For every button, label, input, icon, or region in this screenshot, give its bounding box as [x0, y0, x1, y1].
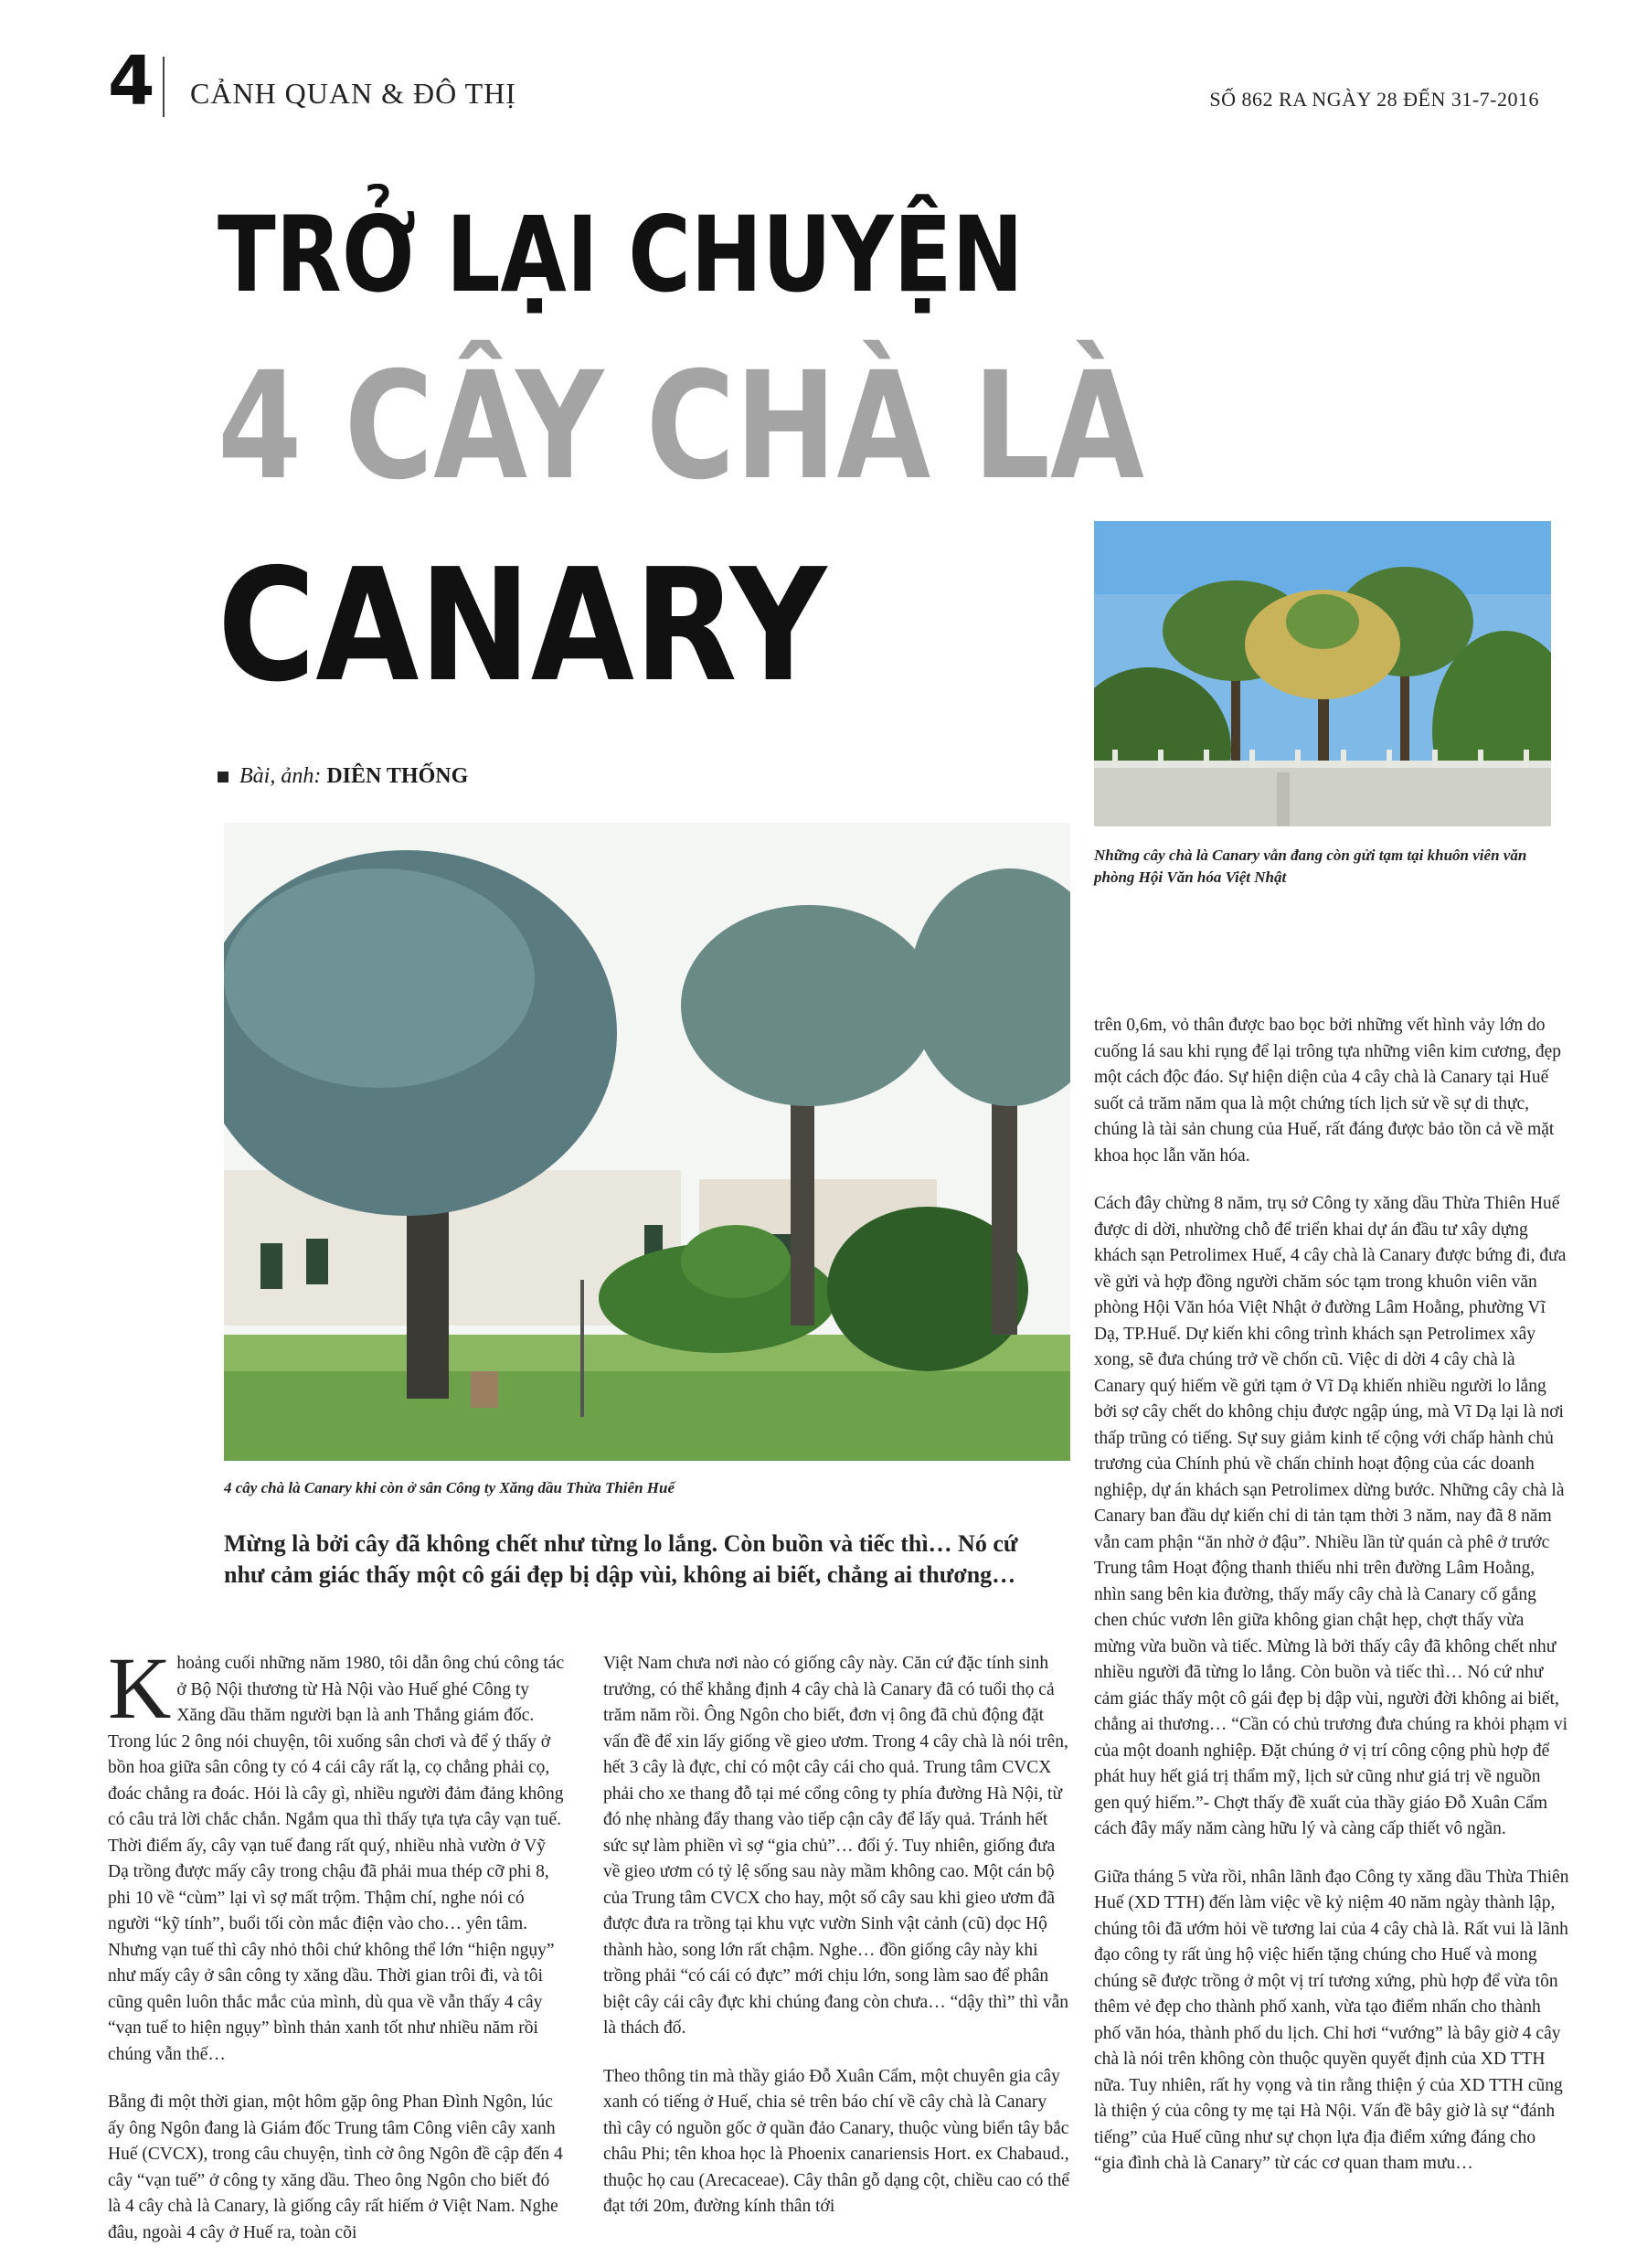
body-paragraph: Cách đây chừng 8 năm, trụ sở Công ty xăng dầu Thừa Thiên Huế được di dời, nhường chỗ để triển khai dự án đầu tư xây dựng khách sạn Petrolimex Huế, 4 cây chà là Canary được bứng đi, đưa về gửi và hợp đồng người chăm sóc tạm trong khuôn viên văn phòng Hội Văn hóa Việt Nhật ở đường Lâm Hoằng, phường Vĩ Dạ, TP.Huế. Dự kiến khi công trình khách sạn Petrolimex xây xong, sẽ đưa chúng trở về chốn cũ. Việc di dời 4 cây chà là Canary quý hiếm về gửi tạm ở Vĩ Dạ khiến nhiều người lo lắng bởi sợ cây chết do không chịu được ngập úng, mà Vĩ Dạ lại là nơi thấp trũng có tiếng. Sự suy giảm kinh tế cộng với chấp hành chủ trương của Chính phủ về chấn chỉnh hoạt động của các doanh nghiệp, dự án khách sạn Petrolimex dừng bước. Những cây chà là Canary ban đầu dự kiến chỉ di tản tạm thời 3 năm, nay đã 8 năm vẫn cam phận “ăn nhờ ở đậu”. Nhiều lần từ quán cà phê ở trước Trung tâm Hoạt động thanh thiếu nhi trên đường Lâm Hoằng, nhìn sang bên kia đường, thấy mấy cây chà là Canary cố gắng chen chúc vươn lên giữa không gian chật hẹp, chợt thấy vừa mừng vừa buồn và tiếc. Mừng là bởi thấy cây đã không chết như nhiều người đã từng lo lắng. Còn buồn và tiếc thì… Nó cứ như cảm giác thấy một cô gái đẹp bị dập vùi, người đời không ai biết, chẳng ai thương… “Cần có chủ trương đưa chúng ra khỏi phạm vi của một doanh nghiệp. Đặt chúng ở vị trí công cộng phù hợp để phát huy hết giá trị thẩm mỹ, lịch sử cũng như giá trị về nguồn gen quý hiếm.”- Chợt thấy đề xuất của thầy giáo Đỗ Xuân Cẩm cách đây mấy năm càng hữu lý và càng cấp thiết vô ngần. — [1094, 1194, 1568, 1838]
photo-palms-vi-da — [1094, 521, 1551, 826]
drop-cap: K — [108, 1639, 172, 1737]
issue-info: SỐ 862 RA NGÀY 28 ĐẾN 31-7-2016 — [1209, 88, 1539, 111]
body-column-3 — [1094, 1013, 1569, 2199]
photo-palms-petrolimex — [224, 823, 1070, 1461]
headline-line-3: CANARY — [218, 536, 827, 717]
bullet-square-icon — [218, 772, 228, 783]
byline-author: DIÊN THỐNG — [326, 764, 469, 788]
photo-caption-top-right: Những cây chà là Canary vẫn đang còn gửi tạm tại khuôn viên văn phòng Hội Văn hóa Việt Nhật — [1094, 847, 1527, 886]
byline-label: Bài, ảnh: — [239, 764, 322, 788]
page-number: 4 — [108, 42, 155, 121]
body-paragraph: Giữa tháng 5 vừa rồi, nhân lãnh đạo Công ty xăng dầu Thừa Thiên Huế (XD TTH) đến làm việc về kỷ niệm 40 năm ngày thành lập, chúng tôi đã ướm hỏi về tương lai của 4 cây chà là. Rất vui là lãnh đạo công ty rất ủng hộ việc hiến tặng chúng cho Huế và mong chúng sẽ được trồng ở một vị trí tương xứng, phù hợp để vừa tôn thêm vẻ đẹp cho thành phố xanh, vừa tạo điểm nhấn cho thành phố văn hóa, thành phố du lịch. Chỉ hơi “vướng” là bây giờ 4 cây chà là nói trên không còn thuộc quyền quyết định của XD TTH nữa. Tuy nhiên, rất hy vọng và tin rằng thiện ý của XD TTH cũng là thiện ý của công ty mẹ tại Hà Nội. Vấn đề bây giờ là sự “đánh tiếng” của Huế cũng như sự chọn lựa địa điểm xứng đáng cho “gia đình chà là Canary” từ các cơ quan tham mưu… — [1094, 1867, 1569, 2173]
section-title: CẢNH QUAN & ĐÔ THỊ — [190, 77, 516, 110]
photo-caption-main: 4 cây chà là Canary khi còn ở sân Công ty Xăng dầu Thừa Thiên Huế — [224, 1479, 675, 1496]
byline — [218, 764, 468, 789]
headline-line-1: TRỞ LẠI CHUYỆN — [218, 194, 1024, 315]
body-column-1 — [108, 1639, 565, 2268]
headline-line-2: 4 CÂY CHÀ LÀ — [218, 341, 1144, 513]
body-column-2 — [603, 1651, 1069, 2242]
lead-paragraph: Mừng là bởi cây đã không chết như từng lo lắng. Còn buồn và tiếc thì… Nó cứ như cảm giác thấy một cô gái đẹp bị dập vùi, không ai biết, chẳng ai thương… — [224, 1530, 1018, 1588]
body-paragraph: trên 0,6m, vỏ thân được bao bọc bởi những vết hình vảy lớn do cuống lá sau khi rụng để lại trông tựa những viên kim cương, đẹp một cách độc đáo. Sự hiện diện của 4 cây chà là Canary tại Huế suốt cả trăm năm qua là một chứng tích lịch sử về sự di thực, chúng là tài sản chung của Huế, rất đáng được bảo tồn cả về mặt khoa học lẫn văn hóa. — [1094, 1016, 1561, 1166]
header-divider — [163, 57, 165, 117]
body-paragraph: Bẵng đi một thời gian, một hôm gặp ông Phan Đình Ngôn, lúc ấy ông Ngôn đang là Giám đốc Trung tâm Công viên cây xanh Huế (CVCX), trong câu chuyện, tình cờ ông Ngôn đề cập đến 4 cây “vạn tuế” ở công ty xăng dầu. Theo ông Ngôn cho biết đó là 4 cây chà là Canary, là giống cây rất hiếm ở Việt Nam. Nghe đâu, ngoài 4 cây ở Huế ra, toàn cõi — [108, 2092, 563, 2242]
body-paragraph — [108, 1639, 565, 2068]
paragraph-text: hoảng cuối những năm 1980, tôi dẫn ông chú công tác ở Bộ Nội thương từ Hà Nội vào Huế ghé Công ty Xăng dầu thăm người bạn là anh Thắng giám đốc. Trong lúc 2 ông nói chuyện, tôi xuống sân chơi và để ý thấy ở bồn hoa giữa sân công ty có 4 cái cây rất lạ, cọ chẳng phải cọ, đoác chẳng ra đoác. Hỏi là cây gì, nhiều người đảm đảng không có câu trả lời chắc chắn. Ngắm qua thì thấy tựa tựa cây vạn tuế. Thời điểm ấy, cây vạn tuế đang rất quý, nhiều nhà vườn ở Vỹ Dạ trồng được mấy cây trong chậu đã phải mua thép cỡ phi 8, phi 10 về “cùm” lại vì sợ mất trộm. Thậm chí, nghe nói có người “kỹ tính”, buổi tối còn mắc điện vào cho… yên tâm. Nhưng vạn tuế thì cây nhỏ thôi chứ không thể lớn “hiện ngụy” như mấy cây ở sân công ty xăng dầu. Thời gian trôi đi, và tôi cũng quên luôn thắc mắc của mình, dù qua về vẫn thấy 4 cây “vạn tuế to hiện ngụy” bình thản xanh tốt như nhiều năm rồi chúng vẫn thế… — [108, 1654, 565, 2064]
body-paragraph: Theo thông tin mà thầy giáo Đỗ Xuân Cẩm, một chuyên gia cây xanh có tiếng ở Huế, chia sẻ trên báo chí về cây chà là Canary thì cây có nguồn gốc ở quần đảo Canary, thuộc vùng biển tây bắc châu Phi; tên khoa học là Phoenix canariensis Hort. ex Chabaud., thuộc họ cau (Arecaceae). Cây thân gỗ dạng cột, chiều cao có thể đạt tới 20m, đường kính thân tới — [603, 2066, 1070, 2216]
body-paragraph: Việt Nam chưa nơi nào có giống cây này. Căn cứ đặc tính sinh trưởng, có thể khẳng định 4 cây chà là Canary đã có tuổi thọ cả trăm năm rồi. Ông Ngôn cho biết, đơn vị ông đã chủ động đặt vấn đề để xin lấy giống về gieo ươm. Trong 4 cây chà là nói trên, hết 3 cây là đực, chỉ có một cây cái cho quả. Trung tâm CVCX phải cho xe thang đỗ tại mé cổng công ty phía đường Hà Nội, từ đó nhẹ nhàng đẩy thang vào tiếp cận cây để lấy quả. Tránh hết sức sự làm phiền vì sợ “gia chủ”… đổi ý. Tuy nhiên, giống đưa về gieo ươm có tỷ lệ sống sau này mầm không cao. Một cán bộ của Trung tâm CVCX cho hay, một số cây sau khi gieo ươm đã được đưa ra trồng tại khu vực vườn Sinh vật cảnh (cũ) dọc Hộ thành hào, song lớn rất chậm. Nghe… đồn giống cây này khi trồng phải “có cái có đực” mới chịu lớn, song làm sao để phân biệt cây cái cây đực khi chúng đang còn chưa… “dậy thì” thì vẫn là thách đố. — [603, 1654, 1068, 2038]
